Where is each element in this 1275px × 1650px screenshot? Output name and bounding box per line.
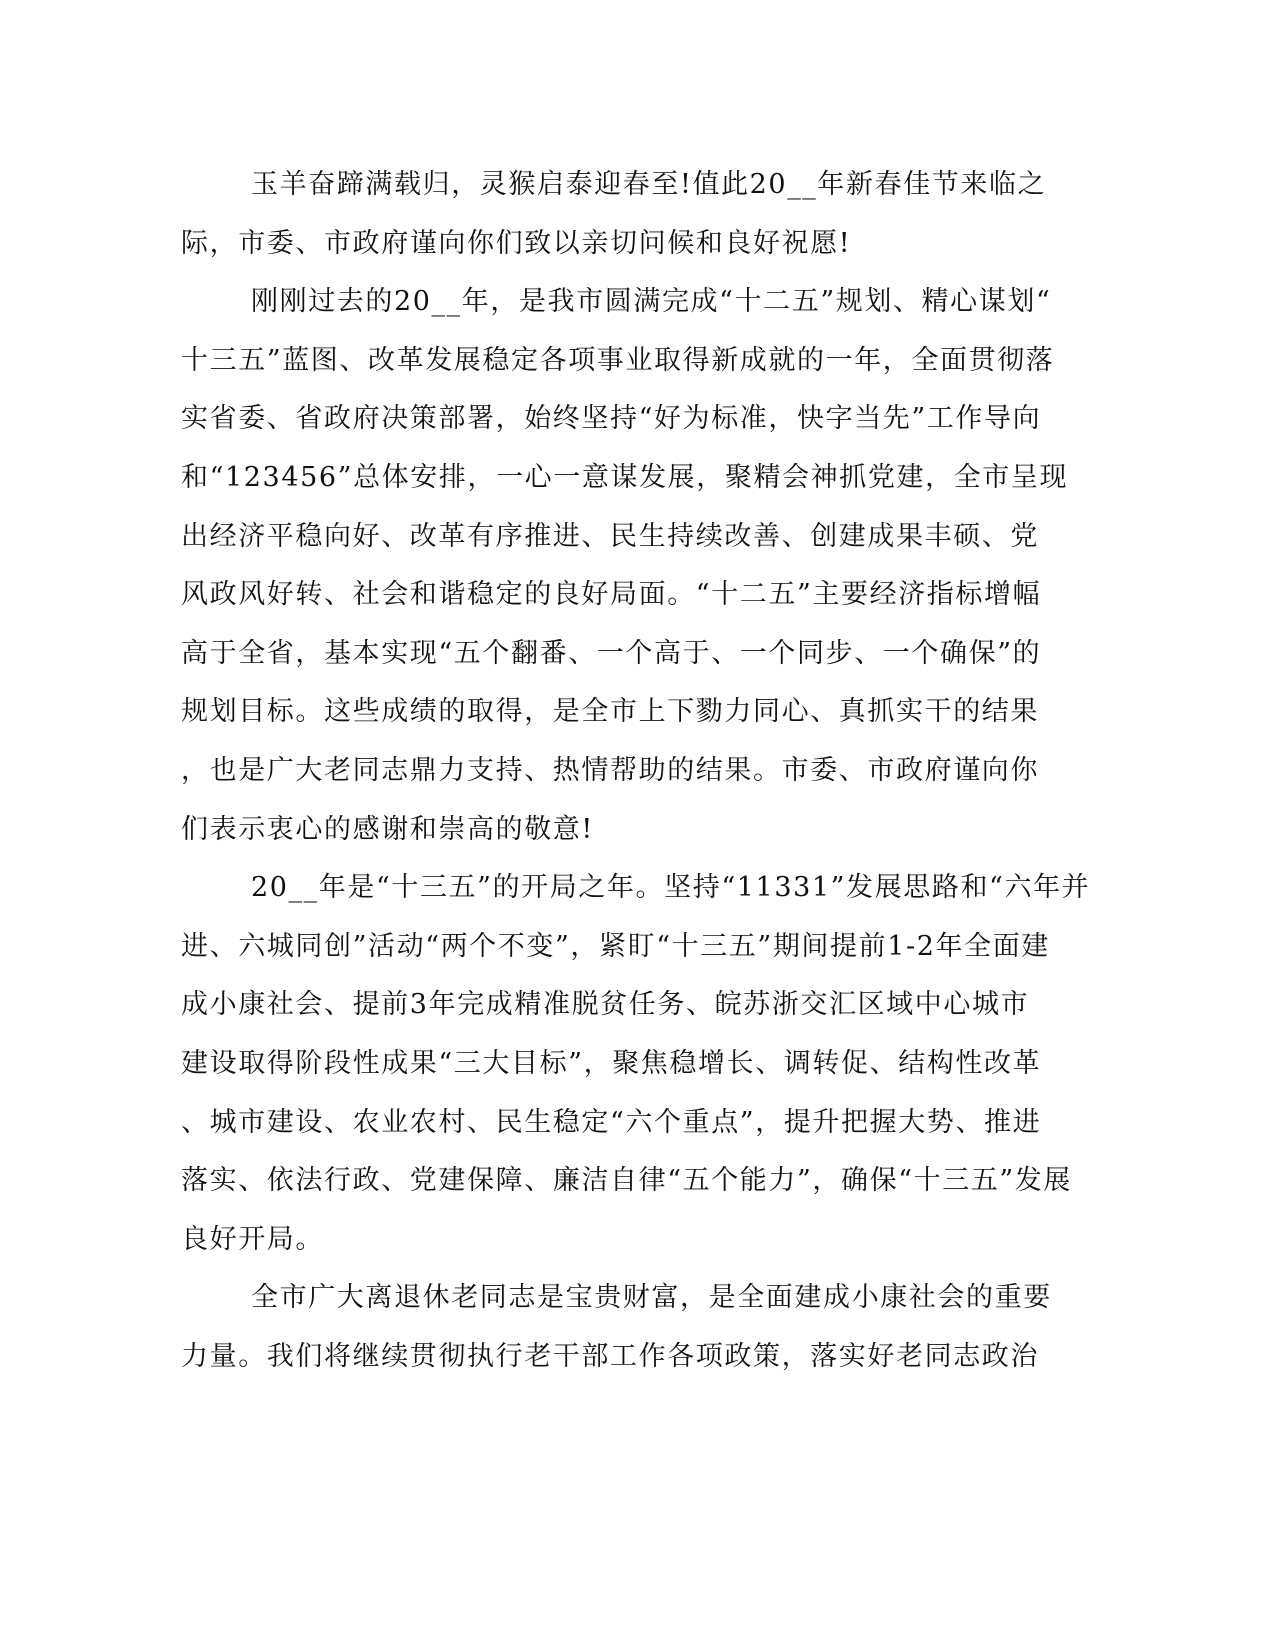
text-line: 、城市建设、农业农村、民生稳定“六个重点”，提升把握大势、推进 [181, 1106, 1042, 1138]
text-line: 和“123456”总体安排，一心一意谋发展，聚精会神抓党建，全市呈现 [181, 461, 1069, 493]
paragraph-4 [181, 1269, 1052, 1386]
document-body [181, 156, 1091, 1386]
text-line: 出经济平稳向好、改革有序推进、民生持续改善、创建成果丰硕、党 [181, 520, 1039, 552]
text-line: 全市广大离退休老同志是宝贵财富，是全面建成小康社会的重要 [251, 1282, 1052, 1314]
paragraph-1 [181, 156, 1047, 273]
text-line: 规划目标。这些成绩的取得，是全市上下勠力同心、真抓实干的结果 [181, 696, 1039, 728]
text-line: 进、六城同创”活动“两个不变”，紧盯“十三五”期间提前1-2年全面建 [181, 930, 1050, 962]
text-line: 良好开局。 [181, 1223, 324, 1255]
text-line: 落实、依法行政、党建保障、廉洁自律“五个能力”，确保“十三五”发展 [181, 1165, 1073, 1197]
text-line: 高于全省，基本实现“五个翻番、一个高于、一个同步、一个确保”的 [181, 637, 1042, 669]
paragraph-2 [181, 273, 1069, 859]
text-line: ，也是广大老同志鼎力支持、热情帮助的结果。市委、市政府谨向你 [181, 754, 1039, 786]
paragraph-3 [181, 859, 1091, 1269]
text-line: 风政风好转、社会和谐稳定的良好局面。“十二五”主要经济指标增幅 [181, 579, 1042, 611]
text-line: 们表示衷心的感谢和崇高的敬意! [181, 813, 594, 845]
text-line: 刚刚过去的20__年，是我市圆满完成“十二五”规划、精心谋划“ [251, 286, 1052, 318]
text-line: 建设取得阶段性成果“三大目标”，聚焦稳增长、调转促、结构性改革 [181, 1047, 1042, 1079]
text-line: 20__年是“十三五”的开局之年。坚持“11331”发展思路和“六年并 [251, 872, 1091, 904]
text-line: 十三五”蓝图、改革发展稳定各项事业取得新成就的一年，全面贯彻落 [181, 344, 1055, 376]
text-line: 玉羊奋蹄满载归，灵猴启泰迎春至!值此20__年新春佳节来临之 [251, 169, 1047, 200]
text-line: 成小康社会、提前3年完成精准脱贫任务、皖苏浙交汇区域中心城市 [181, 989, 1030, 1021]
text-line: 际，市委、市政府谨向你们致以亲切问候和良好祝愿! [181, 227, 852, 259]
text-line: 实省委、省政府决策部署，始终坚持“好为标准，快字当先”工作导向 [181, 403, 1042, 435]
text-line: 力量。我们将继续贯彻执行老干部工作各项政策，落实好老同志政治 [181, 1340, 1039, 1372]
